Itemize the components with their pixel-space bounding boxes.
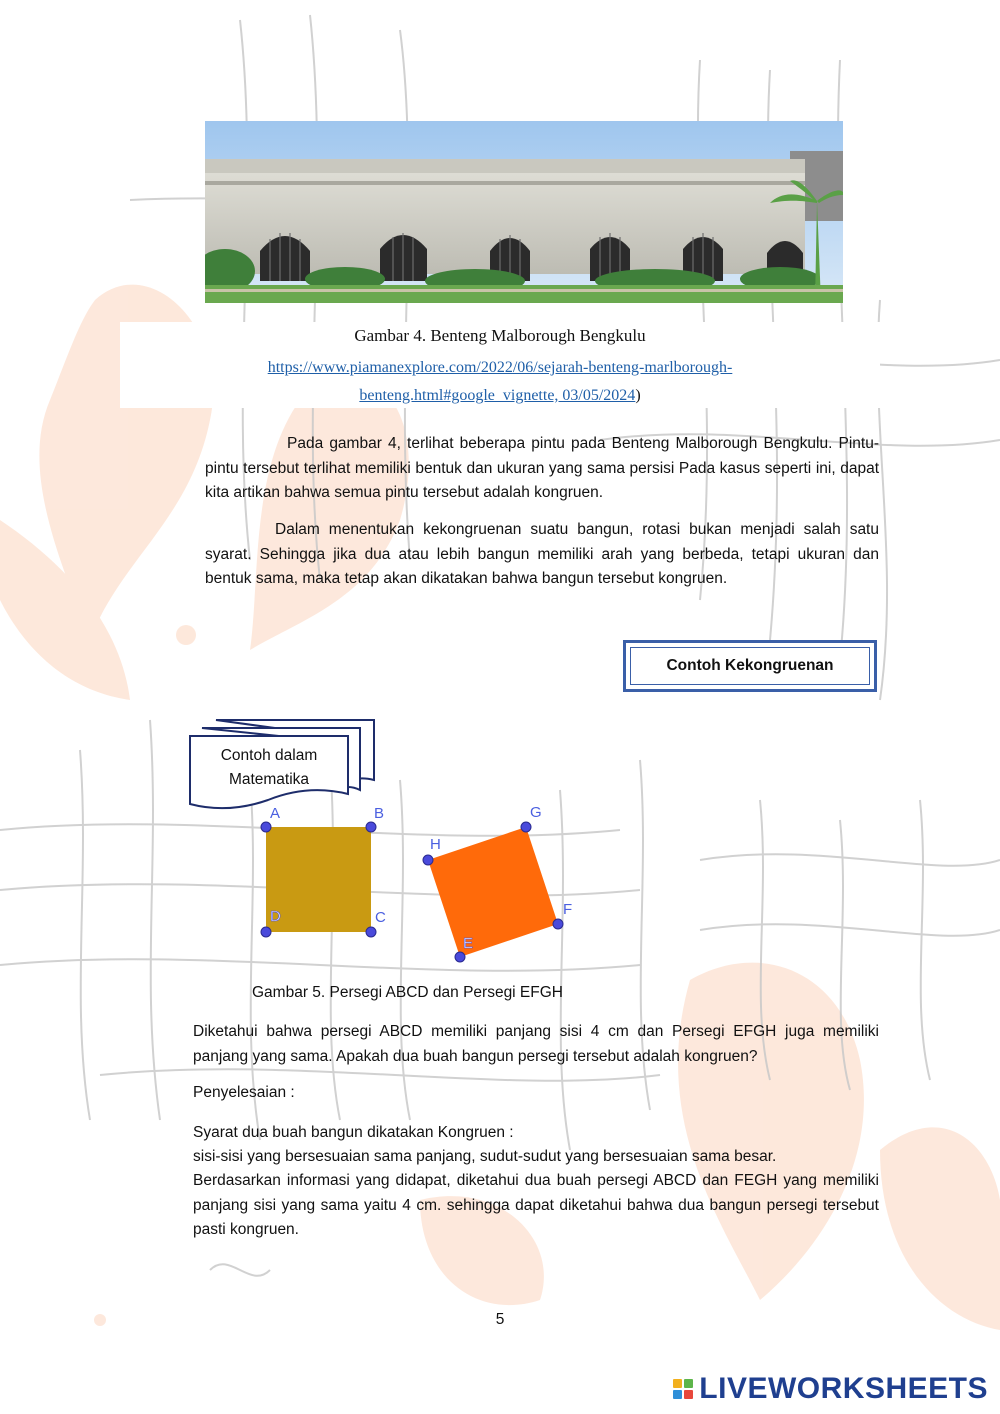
square-efgh bbox=[423, 804, 572, 962]
source-link-line1[interactable]: https://www.piamanexplore.com/2022/06/sejarah-benteng-marlborough- bbox=[267, 359, 733, 376]
source-close-paren: ) bbox=[635, 387, 641, 404]
problem-question: Diketahui bahwa persegi ABCD memiliki panjang sisi 4 cm dan Persegi EFGH juga memiliki panjang yang sama. Apakah dua buah bangun persegi tersebut adalah kongruen? bbox=[193, 1023, 879, 1065]
brand-text: LIVEWORKSHEETS bbox=[699, 1372, 988, 1405]
point-c bbox=[366, 927, 376, 937]
section-heading-label: Contoh Kekongruenan bbox=[666, 657, 834, 674]
source-link-line2[interactable]: benteng.html#google_vignette, 03/05/2024 bbox=[359, 387, 636, 404]
label-g: G bbox=[530, 804, 542, 821]
conclusion: Berdasarkan informasi yang didapat, diketahui dua buah persegi ABCD dan FEGH yang memiliki panjang sisi yang sama yaitu 4 cm. sehingga dapat diketahui bahwa dua bangun persegi tersebut pasti kongruen. bbox=[193, 1172, 879, 1238]
figure5-caption: Gambar 5. Persegi ABCD dan Persegi EFGH bbox=[252, 984, 563, 1001]
point-f bbox=[553, 919, 563, 929]
paragraph-2: Dalam menentukan kekongruenan suatu bangun, rotasi bukan menjadi salah satu syarat. Sehingga jika dua atau lebih bangun memiliki arah yang berbeda, tetapi ukuran dan bentuk sama, maka tetap akan dikatakan bahwa bangun tersebut kongruen. bbox=[205, 521, 879, 587]
label-b: B bbox=[374, 805, 385, 822]
page-number: 5 bbox=[495, 1311, 505, 1328]
doc-shape-line1: Contoh dalam bbox=[220, 747, 318, 764]
liveworksheets-brand[interactable] bbox=[673, 1372, 988, 1406]
label-h: H bbox=[430, 836, 441, 853]
label-c: C bbox=[375, 909, 386, 926]
point-g bbox=[521, 822, 531, 832]
rule-line-1: Syarat dua buah bangun dikatakan Kongruen : bbox=[193, 1124, 514, 1141]
liveworksheets-logo-icon bbox=[673, 1379, 693, 1399]
doc-shape-line2: Matematika bbox=[228, 771, 310, 788]
multi-document-shape bbox=[188, 718, 378, 813]
point-e bbox=[455, 952, 465, 962]
square-efgh-fill bbox=[428, 827, 558, 957]
point-b bbox=[366, 822, 376, 832]
point-a bbox=[261, 822, 271, 832]
square-abcd-fill bbox=[266, 827, 371, 932]
label-e: E bbox=[463, 935, 474, 952]
point-d bbox=[261, 927, 271, 937]
section-heading-box bbox=[623, 640, 877, 692]
figure5-squares bbox=[250, 800, 590, 970]
figure4-caption: Gambar 4. Benteng Malborough Bengkulu bbox=[354, 326, 646, 345]
label-d: D bbox=[270, 908, 281, 925]
fort-photo bbox=[205, 121, 843, 303]
figure4-source bbox=[180, 354, 820, 410]
point-h bbox=[423, 855, 433, 865]
paragraph-1: Pada gambar 4, terlihat beberapa pintu pada Benteng Malborough Bengkulu. Pintu-pintu tersebut terlihat memiliki bentuk dan ukuran yang sama persisi Pada kasus seperti ini, dapat kita artikan bahwa semua pintu tersebut adalah kongruen. bbox=[205, 435, 879, 501]
square-abcd bbox=[261, 805, 386, 937]
solution-label: Penyelesaian : bbox=[193, 1084, 295, 1101]
rule-line-2: sisi-sisi yang bersesuaian sama panjang, sudut-sudut yang bersesuaian sama besar. bbox=[193, 1148, 777, 1165]
label-a: A bbox=[270, 805, 281, 822]
label-f: F bbox=[563, 901, 573, 918]
